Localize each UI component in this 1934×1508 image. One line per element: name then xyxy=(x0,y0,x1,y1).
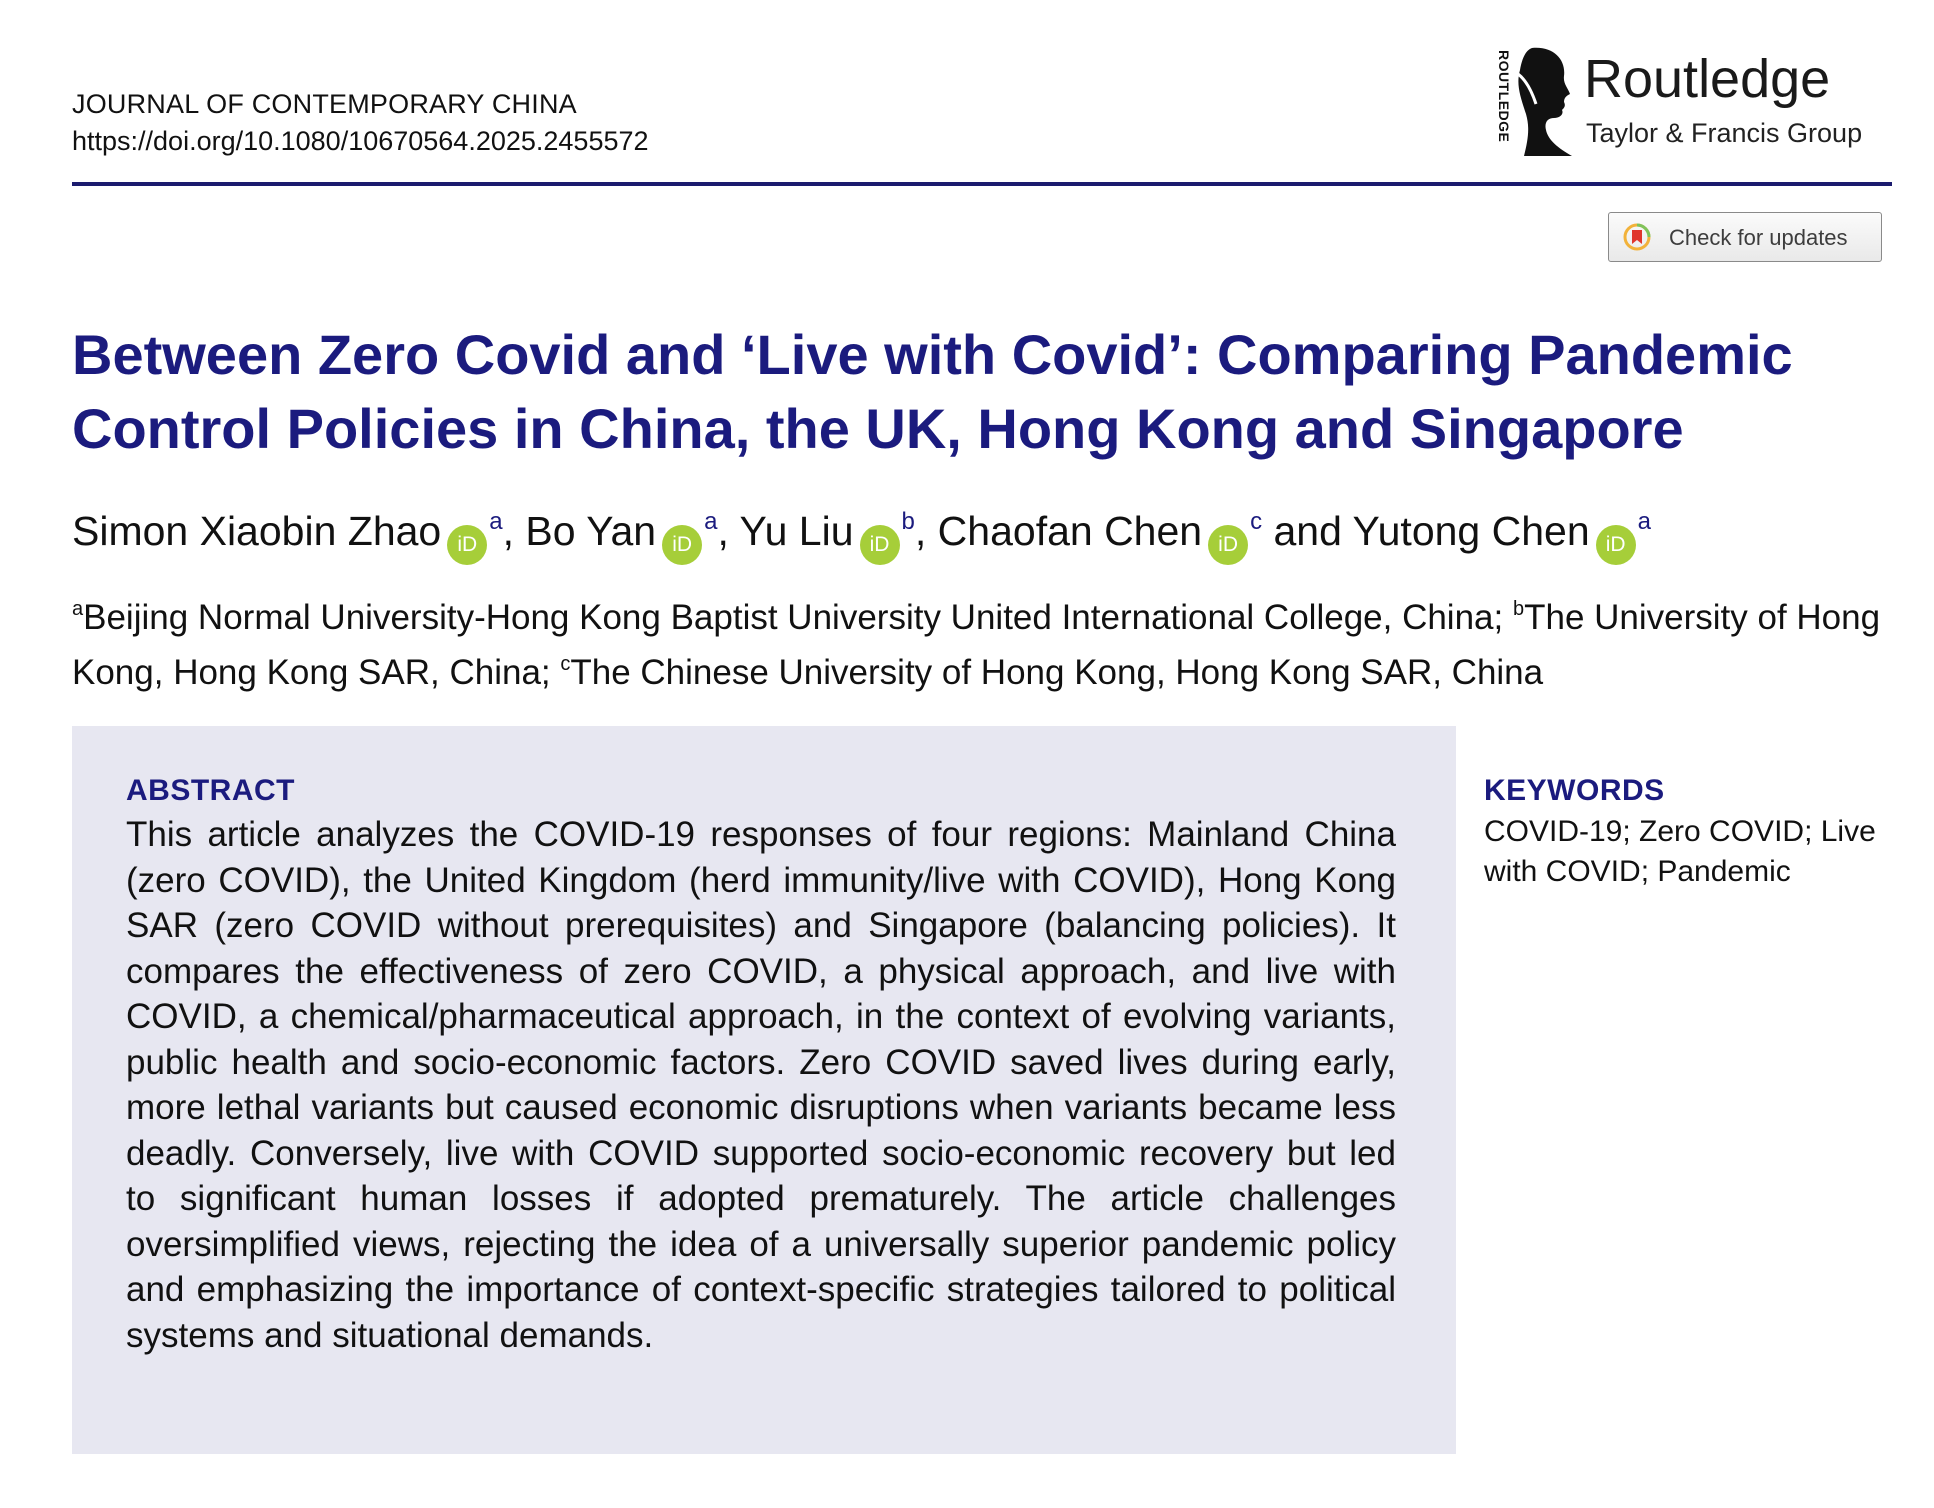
doi-link[interactable]: https://doi.org/10.1080/10670564.2025.2455572 xyxy=(72,126,649,156)
affiliation-mark[interactable]: a xyxy=(489,508,503,535)
publisher-logo xyxy=(1492,44,1892,162)
header-divider xyxy=(72,182,1892,186)
affiliation-mark: c xyxy=(560,653,571,675)
orcid-icon[interactable]: iD xyxy=(662,525,702,565)
author xyxy=(525,508,739,554)
publisher-vertical-label: ROUTLEDGE xyxy=(1496,50,1512,143)
orcid-icon[interactable]: iD xyxy=(1596,525,1636,565)
author xyxy=(1353,508,1651,554)
orcid-icon[interactable]: iD xyxy=(1208,525,1248,565)
check-for-updates-icon xyxy=(1623,223,1651,251)
routledge-head-icon xyxy=(1514,44,1576,160)
author-name: Bo Yan xyxy=(525,508,657,554)
publisher-name: Routledge xyxy=(1584,49,1831,109)
author-separator: and xyxy=(1262,508,1353,554)
author xyxy=(740,508,938,554)
abstract-heading: ABSTRACT xyxy=(126,774,295,807)
orcid-icon[interactable]: iD xyxy=(447,525,487,565)
affiliations xyxy=(72,586,1892,696)
author-separator: , xyxy=(717,508,740,554)
abstract-panel xyxy=(72,726,1456,1454)
publisher-group: Taylor & Francis Group xyxy=(1586,118,1863,148)
affiliation-text: The University of Hong Kong, Hong Kong SAR, China; xyxy=(72,598,1881,692)
author-name: Yutong Chen xyxy=(1352,508,1590,554)
affiliation-mark[interactable]: c xyxy=(1250,508,1263,535)
author-name: Simon Xiaobin Zhao xyxy=(72,508,442,554)
author xyxy=(938,508,1353,554)
journal-name: JOURNAL OF CONTEMPORARY CHINA xyxy=(72,89,577,119)
check-for-updates-button[interactable] xyxy=(1608,212,1882,262)
author-name: Yu Liu xyxy=(739,508,854,554)
affiliation-mark[interactable]: b xyxy=(901,508,915,535)
keywords-text: COVID-19; Zero COVID; Live with COVID; Pandemic xyxy=(1484,815,1876,888)
author xyxy=(72,508,525,554)
orcid-icon[interactable]: iD xyxy=(860,525,900,565)
affiliation-mark[interactable]: a xyxy=(1637,508,1651,535)
author-separator: , xyxy=(914,508,938,554)
check-for-updates-label: Check for updates xyxy=(1669,225,1848,250)
author-name: Chaofan Chen xyxy=(937,508,1203,554)
affiliation-mark: b xyxy=(1512,598,1525,620)
affiliation-mark[interactable]: a xyxy=(704,508,718,535)
affiliation-text: The Chinese University of Hong Kong, Hong Kong SAR, China xyxy=(570,653,1544,692)
affiliation-text: Beijing Normal University-Hong Kong Baptist University United International College, China; xyxy=(83,598,1513,637)
article-title: Between Zero Covid and ‘Live with Covid’: Comparing Pandemic Control Policies in China, the UK, Hong Kong and Singapore xyxy=(72,323,1793,460)
affiliation-mark: a xyxy=(72,598,84,620)
keywords-heading: KEYWORDS xyxy=(1484,774,1665,807)
author-separator: , xyxy=(502,508,526,554)
abstract-text: This article analyzes the COVID-19 responses of four regions: Mainland China (zero COVID), the United Kingdom (herd immunity/live with COVID), Hong Kong SAR (zero COVID without prerequisites) and Singapore (balancing policies). It compares the effectiveness of zero COVID, a physical approach, and live with COVID, a chemical/pharmaceutical approach, in the context of evolving variants, public health and socio-economic factors. Zero COVID saved lives during early, more lethal variants but caused economic disruptions when variants became less deadly. Conversely, live with COVID supported socio-economic recovery but led to significant human losses if adopted prematurely. The article challenges oversimplified views, rejecting the idea of a universally superior pandemic policy and emphasizing the importance of context-specific strategies tailored to political systems and situational demands. xyxy=(126,815,1396,1355)
author-list xyxy=(72,494,1892,565)
